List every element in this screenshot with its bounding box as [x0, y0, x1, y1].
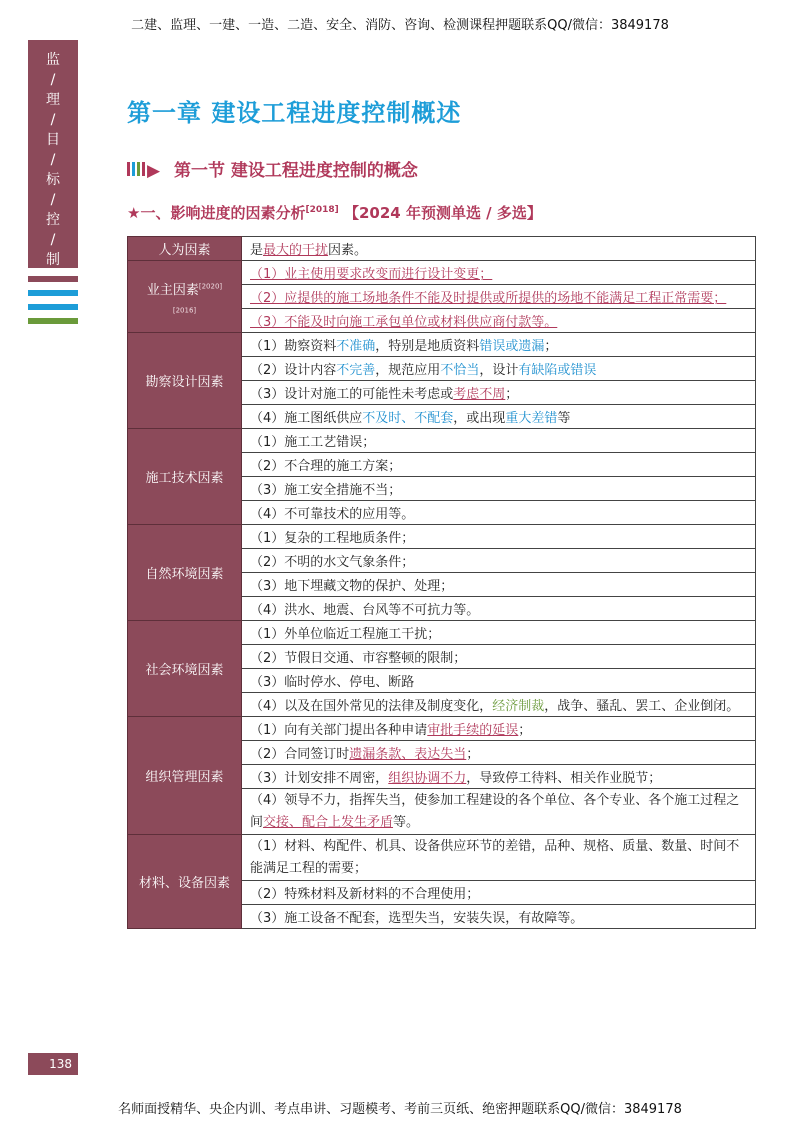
section-bars-icon: ▶ — [127, 161, 160, 181]
category-cell: 组织管理因素 — [128, 717, 242, 835]
side-tab-char: / — [50, 192, 56, 208]
side-bar-blue — [28, 290, 78, 296]
table-cell: （1）业主使用要求改变而进行设计变更； — [242, 261, 756, 285]
table-row — [128, 237, 756, 261]
table-cell: （2）节假日交通、市容整顿的限制； — [242, 645, 756, 669]
category-cell: 施工技术因素 — [128, 429, 242, 525]
category-cell: 勘察设计因素 — [128, 333, 242, 429]
page-number: 138 — [28, 1053, 78, 1075]
side-bar-green — [28, 318, 78, 324]
table-cell: 是最大的干扰因素。 — [242, 237, 756, 261]
subsection-title: ★一、影响进度的因素分析 — [127, 204, 306, 222]
side-bar-blue — [28, 304, 78, 310]
subsection-heading — [127, 202, 542, 223]
table-cell: （1）复杂的工程地质条件； — [242, 525, 756, 549]
category-cell: 自然环境因素 — [128, 525, 242, 621]
side-tab-char: / — [50, 152, 56, 168]
table-cell: （1）材料、构配件、机具、设备供应环节的差错，品种、规格、质量、数量、时间不能满足工程的需要； — [242, 835, 756, 881]
table-cell: （2）不合理的施工方案； — [242, 453, 756, 477]
table-cell: （2）不明的水文气象条件； — [242, 549, 756, 573]
table-cell: （1）施工工艺错误； — [242, 429, 756, 453]
table-cell: （4）洪水、地震、台风等不可抗力等。 — [242, 597, 756, 621]
header-contact-text: 二建、监理、一建、一造、二造、安全、消防、咨询、检测课程押题联系QQ/微信：3849178 — [131, 18, 669, 33]
table-cell: （3）不能及时向施工承包单位或材料供应商付款等。 — [242, 309, 756, 333]
side-tab-char: / — [50, 232, 56, 248]
side-tab-char: / — [50, 72, 56, 88]
factors-table — [127, 236, 756, 929]
table-row — [128, 621, 756, 645]
table-cell: （3）地下埋藏文物的保护、处理； — [242, 573, 756, 597]
category-cell: 社会环境因素 — [128, 621, 242, 717]
table-cell: （4）施工图纸供应不及时、不配套，或出现重大差错等 — [242, 405, 756, 429]
side-tab-char: 控 — [46, 212, 60, 228]
side-tab-char: / — [50, 112, 56, 128]
table-cell: （2）特殊材料及新材料的不合理使用； — [242, 881, 756, 905]
table-cell: （4）不可靠技术的应用等。 — [242, 501, 756, 525]
section-title: 第一节 建设工程进度控制的概念 — [174, 161, 418, 181]
table-row — [128, 333, 756, 357]
table-cell: （2）应提供的施工场地条件不能及时提供或所提供的场地不能满足工程正常需要； — [242, 285, 756, 309]
table-cell: （3）设计对施工的可能性未考虑或考虑不周； — [242, 381, 756, 405]
table-cell: （3）施工安全措施不当； — [242, 477, 756, 501]
table-row — [128, 717, 756, 741]
table-cell: （3）施工设备不配套，选型失当，安装失误，有故障等。 — [242, 905, 756, 929]
table-cell: （3）临时停水、停电、断路 — [242, 669, 756, 693]
footer-contact-text: 名师面授精华、央企内训、考点串讲、习题模考、考前三页纸、绝密押题联系QQ/微信：3849178 — [118, 1102, 682, 1117]
category-cell: 人为因素 — [128, 237, 242, 261]
chapter-title: 第一章 建设工程进度控制概述 — [127, 99, 462, 127]
table-cell: （1）向有关部门提出各种申请审批手续的延误； — [242, 717, 756, 741]
section-heading — [127, 156, 418, 181]
table-row — [128, 525, 756, 549]
category-cell: 材料、设备因素 — [128, 835, 242, 929]
subsection-year: [2018] — [305, 205, 339, 215]
table-cell: （4）以及在国外常见的法律及制度变化，经济制裁，战争、骚乱、罢工、企业倒闭。 — [242, 693, 756, 717]
side-tab-char: 标 — [46, 172, 60, 188]
table-row — [128, 261, 756, 285]
side-tab-char: 目 — [46, 132, 60, 148]
category-cell: 业主因素[2020] $_{[2016]}$ — [128, 261, 242, 333]
table-row — [128, 429, 756, 453]
table-row — [128, 835, 756, 881]
subsection-note: 【2024 年预测单选 / 多选】 — [343, 204, 542, 222]
table-cell: （2）合同签订时遗漏条款、表达失当； — [242, 741, 756, 765]
table-cell: （3）计划安排不周密，组织协调不力，导致停工待料、相关作业脱节； — [242, 765, 756, 789]
side-tab-char: 制 — [46, 252, 60, 268]
table-cell: （1）外单位临近工程施工干扰； — [242, 621, 756, 645]
table-cell: （1）勘察资料不准确，特别是地质资料错误或遗漏； — [242, 333, 756, 357]
table-cell: （4）领导不力，指挥失当，使参加工程建设的各个单位、各个专业、各个施工过程之间交接、配合上发生矛盾等。 — [242, 789, 756, 835]
table-cell: （2）设计内容不完善，规范应用不恰当，设计有缺陷或错误 — [242, 357, 756, 381]
side-tab-char: 理 — [46, 92, 60, 108]
side-tab-label — [28, 40, 78, 268]
side-tab-char: 监 — [46, 52, 60, 68]
side-bar-maroon — [28, 276, 78, 282]
